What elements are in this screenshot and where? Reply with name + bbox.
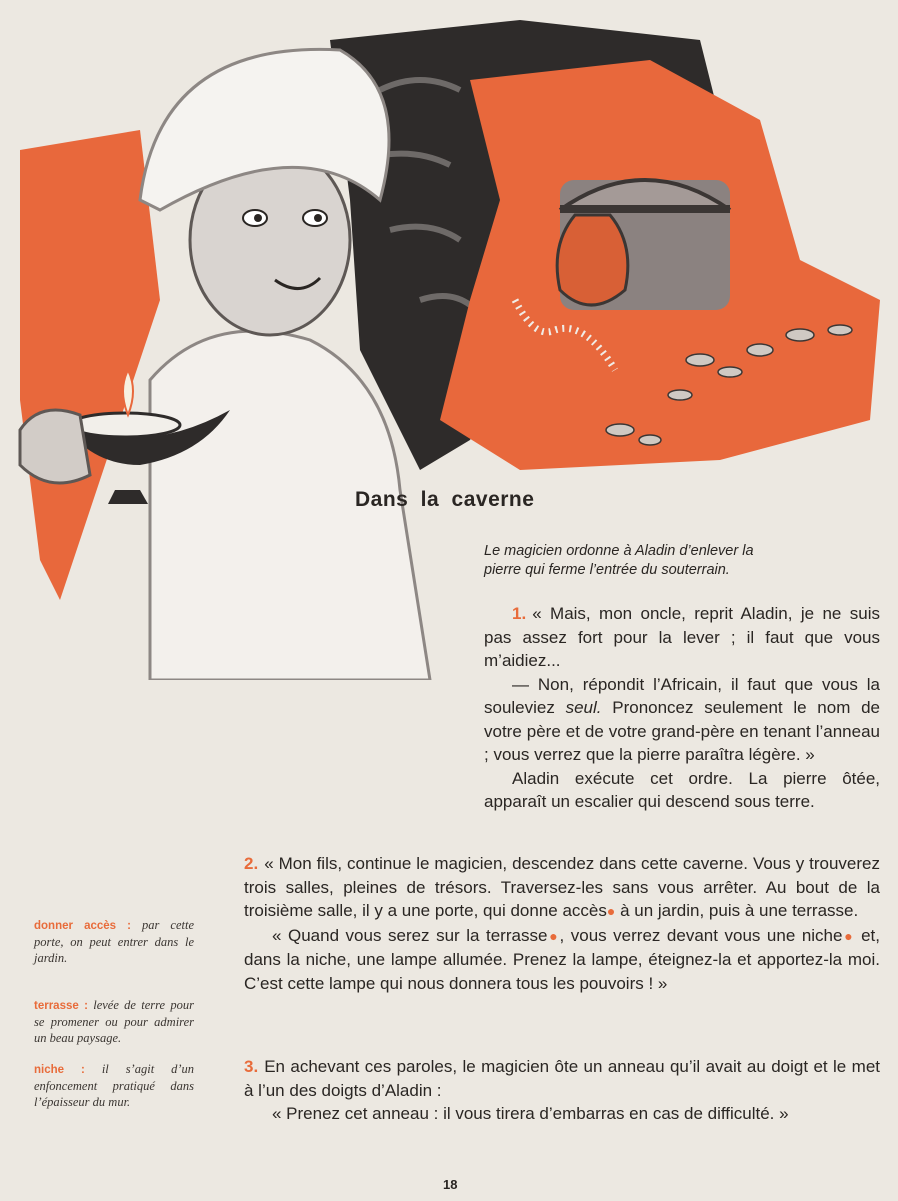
section-1 — [484, 602, 880, 814]
emphasis-word: seul. — [565, 698, 602, 717]
paragraph: à un jardin, puis à une terrasse. — [620, 901, 859, 920]
glossary-entry-donner-acces — [34, 917, 194, 966]
paragraph: Prononcez seulement le nom de votre père et de votre grand-père en tenant l’anneau ; vous verrez que la pierre paraîtra légère. » — [484, 698, 880, 764]
paragraph: , vous verrez devant vous une niche — [559, 925, 843, 945]
story-title: Dans la caverne — [355, 488, 535, 511]
glossary-definition: il s’agit d’un enfoncement pratiqué dans l’épaisseur du mur. — [34, 1062, 195, 1109]
paragraph: En achevant ces paroles, le magicien ôte un anneau qu’il avait au doigt et le met à l’un des doigts d’Aladin : — [244, 1057, 880, 1100]
glossary-term: terrasse : — [34, 1000, 88, 1012]
paragraph: « Prenez cet anneau : il vous tirera d’embarras en cas de difficulté. » — [272, 1104, 789, 1123]
page-number: 18 — [443, 1177, 458, 1192]
paragraph: « Quand vous serez sur la terrasse — [272, 925, 548, 945]
gloss-marker: ● — [606, 903, 616, 919]
glossary-term: niche : — [34, 1064, 85, 1076]
glossary-entry-terrasse — [34, 997, 194, 1046]
paragraph: — Non, répondit l’Africain, il faut que vous la souleviez — [484, 674, 880, 717]
glossary-definition: levée de terre pour se promener ou pour admirer un beau paysage. — [34, 998, 194, 1045]
glossary-entry-niche — [34, 1061, 194, 1110]
jug-shape — [557, 215, 628, 305]
gloss-marker: ● — [547, 927, 560, 944]
paragraph: « Mon fils, continue le magicien, descendez dans cette caverne. Vous y trouverez trois salles, pleines de trésors. Traversez-les sans vous arrêter. Au bout de la troisième salle, il y a une porte, qui donne accès — [244, 854, 880, 920]
section-number: 1. — [512, 604, 527, 623]
paragraph: et, dans la niche, une lampe allumée. Prenez la lampe, éteignez-la et apportez-la moi. C’est cette lampe qui nous donnera tous les pouvoirs ! » — [244, 925, 880, 993]
paragraph: Aladin exécute cet ordre. La pierre ôtée, apparaît un escalier qui descend sous terre. — [484, 768, 880, 811]
section-number: 3. — [244, 1057, 259, 1076]
glossary-definition: par cette porte, on peut entrer dans le jardin. — [34, 918, 194, 965]
gloss-marker: ● — [842, 927, 855, 944]
paragraph: « Mais, mon oncle, reprit Aladin, je ne suis pas assez fort pour la lever ; il faut que vous m’aidiez... — [484, 604, 880, 670]
section-number: 2. — [244, 854, 259, 873]
glossary-term: donner accès : — [34, 920, 131, 932]
section-2 — [244, 852, 880, 995]
hand-shape — [20, 410, 90, 483]
story-intro: Le magicien ordonne à Aladin d’enlever la pierre qui ferme l’entrée du souterrain. — [484, 543, 754, 578]
section-3 — [244, 1055, 880, 1126]
